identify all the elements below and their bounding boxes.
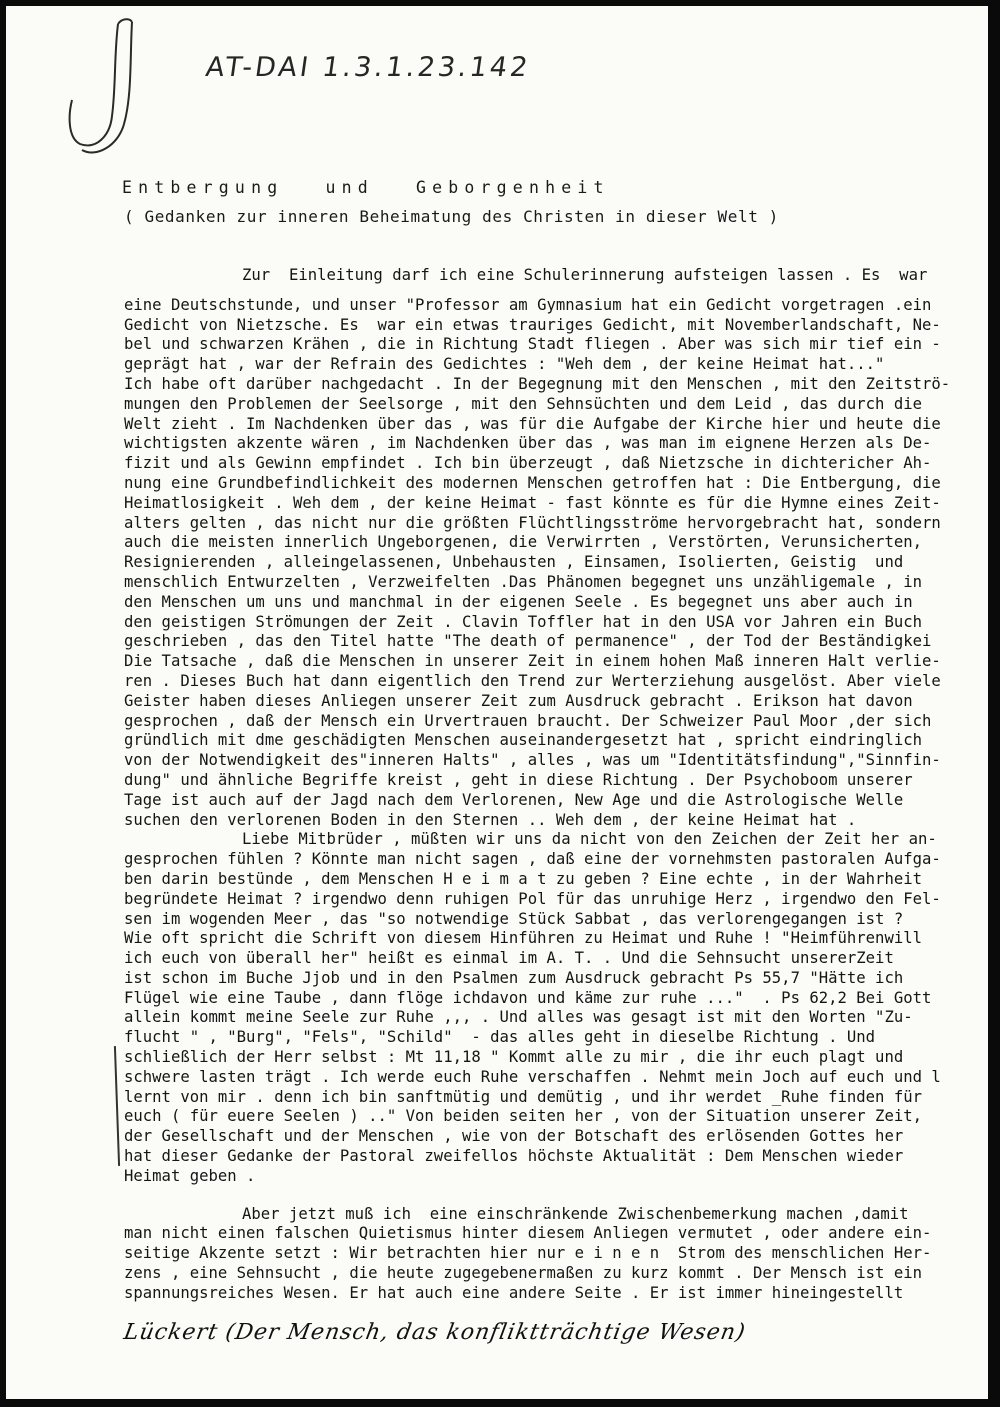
text-line: der Gesellschaft und der Menschen , wie von der Botschaft des erlösenden Gottes her	[124, 1127, 904, 1146]
text-line: Tage ist auch auf der Jagd nach dem Verlorenen, New Age und die Astrologische Welle	[124, 790, 904, 809]
text-line: eine Deutschstunde, und unser "Professor am Gymnasium hat ein Gedicht vorgetragen .ein	[124, 295, 932, 314]
text-line: sen im wogenden Meer , das "so notwendige Stück Sabbat , das verlorengegangen ist ?	[124, 909, 904, 928]
text-line: gesprochen fühlen ? Könnte man nicht sagen , daß eine der vornehmsten pastoralen Aufga-	[124, 850, 941, 869]
text-line: suchen den verlorenen Boden in den Sternen .. Weh dem , der keine Heimat hat .	[124, 810, 857, 829]
text-line: gründlich mit dme geschädigten Menschen auseinandergesetzt hat , spricht eindringlich	[124, 731, 922, 750]
text-line: dung" und ähnliche Begriffe kreist , geht in diese Richtung . Der Psychoboom unserer	[124, 770, 913, 789]
text-line: gesprochen , daß der Mensch ein Urvertrauen braucht. Der Schweizer Paul Moor ,der sich	[124, 711, 932, 730]
text-line: Heimatlosigkeit . Weh dem , der keine Heimat - fast könnte es für die Hymne eines Zeit-	[124, 493, 941, 512]
text-line: bel und schwarzen Krähen , die in Richtung Stadt fliegen . Aber was sich mir tief ein -	[124, 335, 941, 354]
handwritten-annotation	[116, 1310, 986, 1370]
text-line: Liebe Mitbrüder , müßten wir uns da nicht von den Zeichen der Zeit her an-	[242, 830, 937, 849]
text-line: lernt von mir . denn ich bin sanftmütig und demütig , und ihr werdet _Ruhe finden für	[124, 1087, 922, 1106]
text-line: geprägt hat , war der Refrain des Gedichtes : "Weh dem , der keine Heimat hat..."	[124, 355, 885, 374]
paperclip-mark-icon	[66, 16, 166, 156]
text-line: schwere lasten trägt . Ich werde euch Ruhe verschaffen . Nehmt mein Joch auf euch und l	[124, 1067, 941, 1086]
margin-line-mark	[114, 1046, 120, 1166]
text-line: seitige Akzente setzt : Wir betrachten hier nur e i n e n Strom des menschlichen Her-	[124, 1244, 932, 1263]
text-line: Geister haben dieses Anliegen unserer Zeit zum Ausdruck gebracht . Erikson hat davon	[124, 691, 913, 710]
text-line: Ich habe oft darüber nachgedacht . In der Begegnung mit den Menschen , mit den Zeitströ-	[124, 374, 951, 393]
text-line: Die Tatsache , daß die Menschen in unserer Zeit in einem hohen Maß inneren Halt verlie-	[124, 652, 941, 671]
text-line: Aber jetzt muß ich eine einschränkende Zwischenbemerkung machen ,damit	[242, 1204, 909, 1223]
text-line: Flügel wie eine Taube , dann flöge ichdavon und käme zur ruhe ..." . Ps 62,2 Bei Gott	[124, 988, 932, 1007]
text-line: Gedicht von Nietzsche. Es war ein etwas trauriges Gedicht, mit Novemberlandschaft, Ne-	[124, 315, 941, 334]
text-line: zens , eine Sehnsucht , die heute zugegebenermaßen zu kurz kommt . Der Mensch ist ein	[124, 1264, 922, 1283]
text-line: wichtigsten akzente wären , im Nachdenken über das , was man im eignene Herzen als De-	[124, 434, 932, 453]
text-line: den geistigen Strömungen der Zeit . Clavin Toffler hat in den USA vor Jahren ein Buch	[124, 612, 922, 631]
text-line: ren . Dieses Buch hat dann eigentlich den Trend zur Werterziehung ausgelöst. Aber viele	[124, 671, 941, 690]
text-line: Zur Einleitung darf ich eine Schulerinnerung aufsteigen lassen . Es war	[242, 266, 928, 284]
text-line: nung eine Grundbefindlichkeit des modernen Menschen getroffen hat : Die Entbergung, die	[124, 473, 941, 492]
document-page	[6, 6, 988, 1399]
text-line: euch ( für euere Seelen ) .." Von beiden seiten her , von der Situation unserer Zeit,	[124, 1107, 922, 1126]
text-line: geschrieben , das den Titel hatte "The death of permanence" , der Tod der Beständigkei	[124, 632, 932, 651]
archive-signature: AT-DAI 1.3.1.23.142	[203, 52, 533, 83]
text-line: ist schon im Buche Jjob und in den Psalmen zum Ausdruck gebracht Ps 55,7 "Hätte ich	[124, 968, 904, 987]
text-line: mungen den Problemen der Seelsorge , mit den Sehnsüchten und dem Leid , das durch die	[124, 394, 922, 413]
text-line: auch die meisten innerlich Ungeborgenen, die Verwirrten , Verstörten, Verunsicherten,	[124, 533, 922, 552]
text-line: hat dieser Gedanke der Pastoral zweifellos höchste Aktualität : Dem Menschen wieder	[124, 1147, 904, 1166]
document-subtitle: ( Gedanken zur inneren Beheimatung des Christen in dieser Welt )	[124, 207, 779, 226]
text-line: Welt zieht . Im Nachdenken über das , was für die Aufgabe der Kirche hier und heute die	[124, 414, 941, 433]
text-line: von der Notwendigkeit des"inneren Halts" , alles , was um "Identitätsfindung","Sinnfin-	[124, 751, 941, 770]
text-line: fizit und als Gewinn empfindet . Ich bin überzeugt , daß Nietzsche in dichtericher Ah-	[124, 454, 932, 473]
text-line: flucht " , "Burg", "Fels", "Schild" - das alles geht in dieselbe Richtung . Und	[124, 1028, 876, 1047]
text-line: ben darin bestünde , dem Menschen H e i m a t zu geben ? Eine echte , in der Wahrheit	[124, 869, 922, 888]
text-line: ich euch von überall her" heißt es einmal im A. T. . Und die Sehnsucht unsererZeit	[124, 949, 894, 968]
body-text	[124, 266, 984, 1304]
text-line: den Menschen um uns und manchmal in der eigenen Seele . Es begegnet uns aber auch in	[124, 592, 913, 611]
text-line: Resignierenden , alleingelassenen, Unbehausten , Einsamen, Isolierten, Geistig und	[124, 553, 904, 572]
handwritten-note-text: Lückert (Der Mensch, das konfliktträchtige Wesen)	[121, 1320, 748, 1345]
text-line: begründete Heimat ? irgendwo denn ruhigen Pol für das unruhige Herz , irgendwo den Fel-	[124, 889, 941, 908]
text-line: schließlich der Herr selbst : Mt 11,18 " Kommt alle zu mir , die ihr euch plagt und	[124, 1048, 904, 1067]
text-line: allein kommt meine Seele zur Ruhe ,,, . Und alles was gesagt ist mit den Worten "Zu-	[124, 1008, 913, 1027]
text-line: spannungsreiches Wesen. Er hat auch eine andere Seite . Er ist immer hineingestellt	[124, 1283, 904, 1302]
text-line: menschlich Entwurzelten , Verzweifelten .Das Phänomen begegnet uns unzähligemale , in	[124, 572, 922, 591]
document-title: Entbergung und Geborgenheit	[122, 178, 610, 197]
archive-stamp	[66, 16, 533, 156]
text-line: Wie oft spricht die Schrift von diesem Hinführen zu Heimat und Ruhe ! "Heimführenwill	[124, 929, 922, 948]
text-line: alters gelten , das nicht nur die größten Flüchtlingsströme hervorgebracht hat, sondern	[124, 513, 941, 532]
text-line: Heimat geben .	[124, 1166, 256, 1185]
text-line: man nicht einen falschen Quietismus hinter diesem Anliegen vermutet , oder andere ein-	[124, 1224, 932, 1243]
